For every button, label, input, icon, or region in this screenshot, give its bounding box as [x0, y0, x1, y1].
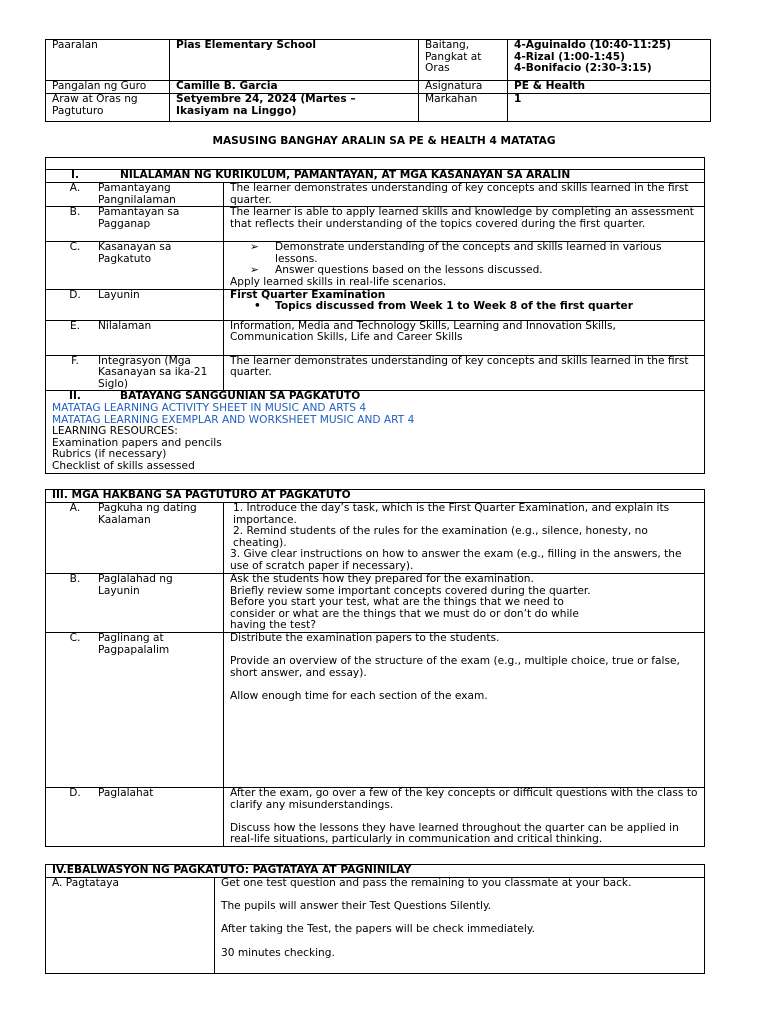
- row-d-content: [224, 289, 705, 320]
- subject-value: PE & Health: [508, 81, 711, 94]
- row-d-label: [46, 289, 224, 320]
- row-label: Layunin: [98, 289, 140, 301]
- row-label: Paglalahat: [98, 787, 154, 799]
- assessment-item: The pupils will answer their Test Questions Silently.: [221, 900, 492, 913]
- quarter-label: Markahan: [419, 94, 508, 122]
- step-a-content: [224, 503, 705, 574]
- row-label: Kasanayan sa Pagkatuto: [98, 241, 172, 265]
- step-b-label: [46, 574, 224, 633]
- step-d-content: [224, 787, 705, 846]
- row-label: Paglinang at Pagpapalalim: [98, 632, 170, 656]
- step-item: Discuss how the lessons they have learned throughout the quarter can be applied in real-life situations, particularly in communication and critical thinking.: [230, 821, 679, 846]
- resource-item: Rubrics (if necessary): [52, 448, 167, 461]
- assessment-item: After taking the Test, the papers will be check immediately.: [221, 923, 535, 936]
- row-letter: F.: [71, 355, 79, 367]
- document-title: MASUSING BANGHAY ARALIN SA PE & HEALTH 4 MATATAG: [212, 135, 556, 147]
- list-extra-text: Apply learned skills in real-life scenarios.: [230, 275, 447, 288]
- row-letter: A.: [69, 502, 81, 514]
- resource-item: Examination papers and pencils: [52, 436, 222, 449]
- section1-number: I.: [71, 169, 79, 181]
- arrow-bullet-icon: ➢: [250, 264, 259, 277]
- assessment-label: A. Pagtataya: [46, 878, 215, 974]
- list-item-text: Answer questions based on the lessons discussed.: [275, 264, 543, 277]
- row-label: Paglalahad ng Layunin: [98, 573, 173, 597]
- section1-heading: [46, 170, 705, 183]
- step-item: 1. Introduce the day’s task, which is the First Quarter Examination, and explain its importance.: [233, 502, 670, 526]
- assessment-item: 30 minutes checking.: [221, 946, 335, 959]
- row-f-label: [46, 355, 224, 391]
- assessment-item: Get one test question and pass the remaining to you classmate at your back.: [221, 877, 632, 889]
- list-item: [230, 242, 698, 265]
- curriculum-table: [45, 157, 705, 474]
- quarter-value: 1: [508, 94, 711, 122]
- row-e-label: [46, 320, 224, 355]
- row-label: Integrasyon (Mga Kasanayan sa ika-21 Siglo): [98, 355, 208, 390]
- row-a-label: [46, 183, 224, 207]
- bullet-icon: •: [254, 300, 261, 313]
- row-letter: C.: [69, 632, 81, 644]
- evaluation-table: [45, 864, 705, 974]
- row-f-content: The learner demonstrates understanding of key concepts and skills learned in the first quarter.: [224, 355, 705, 391]
- row-letter: A.: [69, 182, 81, 194]
- step-b-content: [224, 574, 705, 633]
- row-letter: B.: [69, 206, 81, 219]
- teacher-label: Pangalan ng Guro: [46, 81, 170, 94]
- step-item: Distribute the examination papers to the students.: [230, 632, 500, 644]
- arrow-bullet-icon: ➢: [250, 241, 259, 254]
- step-item: Before you start your test, what are the things that we need to consider or what are the things that we must do or don’t do while having the test?: [230, 596, 579, 632]
- date-label: Araw at Oras ng Pagtuturo: [46, 94, 170, 122]
- blank-row: [46, 158, 705, 170]
- date-value: Setyembre 24, 2024 (Martes – Ikasiyam na Linggo): [170, 94, 419, 122]
- list-item-text: Demonstrate understanding of the concepts and skills learned in various lessons.: [275, 241, 662, 265]
- row-label: Nilalaman: [98, 320, 152, 332]
- step-item: Ask the students how they prepared for the examination.: [230, 573, 534, 585]
- step-item: Allow enough time for each section of the exam.: [230, 689, 488, 702]
- grade-value-line: 4-Bonifacio (2:30-3:15): [514, 62, 652, 75]
- section2-title: BATAYANG SANGGUNIAN SA PAGKATUTO: [120, 390, 361, 403]
- row-letter: C.: [69, 241, 81, 254]
- step-c-content: [224, 632, 705, 787]
- step-item: Provide an overview of the structure of the exam (e.g., multiple choice, true or false, short answer, and essay).: [230, 655, 680, 679]
- row-b-label: [46, 207, 224, 242]
- grade-value-line: 4-Rizal (1:00-1:45): [514, 50, 625, 63]
- row-label: Pamantayan sa Pagganap: [98, 206, 180, 230]
- row-b-content: The learner is able to apply learned skills and knowledge by completing an assessment that reflects their understanding of the topics covered during the first quarter.: [224, 207, 705, 242]
- grade-label: Baitang, Pangkat at Oras: [419, 40, 508, 81]
- resources-label: LEARNING RESOURCES:: [52, 425, 178, 438]
- step-item: 2. Remind students of the rules for the examination (e.g., silence, honesty, no cheating).: [233, 525, 648, 549]
- list-item: [230, 301, 698, 313]
- step-item: Briefly review some important concepts covered during the quarter.: [230, 584, 591, 597]
- step-c-label: [46, 632, 224, 787]
- row-a-content: The learner demonstrates understanding of key concepts and skills learned in the first quarter.: [224, 183, 705, 207]
- header-table: [45, 39, 711, 122]
- row-letter: B.: [69, 573, 81, 585]
- grade-value-line: 4-Aguinaldo (10:40-11:25): [514, 39, 672, 51]
- grade-value: [508, 40, 711, 81]
- row-e-content: Information, Media and Technology Skills, Learning and Innovation Skills, Communication Skills, Life and Career Skills: [224, 320, 705, 355]
- row-c-label: [46, 242, 224, 289]
- section2-number: II.: [69, 390, 81, 403]
- row-letter: D.: [69, 787, 81, 799]
- step-item: 3. Give clear instructions on how to answer the exam (e.g., filling in the answers, the use of scratch paper if necessary).: [230, 548, 682, 572]
- step-item: After the exam, go over a few of the key concepts or difficult questions with the class to clarify any misunderstandings.: [230, 787, 698, 811]
- school-label: Paaralan: [46, 40, 170, 81]
- section2-cell: [46, 391, 705, 473]
- reference-link[interactable]: MATATAG LEARNING ACTIVITY SHEET IN MUSIC AND ARTS 4: [52, 401, 367, 414]
- step-a-label: [46, 503, 224, 574]
- section3-heading: III. MGA HAKBANG SA PAGTUTURO AT PAGKATUTO: [46, 490, 705, 503]
- row-c-content: [224, 242, 705, 289]
- row-label: Pamantayang Pangnilalaman: [98, 182, 176, 206]
- objective-title: First Quarter Examination: [230, 289, 386, 301]
- list-item-text: Topics discussed from Week 1 to Week 8 of the first quarter: [275, 300, 633, 313]
- teacher-value: Camille B. Garcia: [170, 81, 419, 94]
- procedure-table: [45, 489, 705, 847]
- row-label: Pagkuha ng dating Kaalaman: [98, 502, 197, 526]
- row-letter: E.: [69, 320, 81, 332]
- resource-item: Checklist of skills assessed: [52, 459, 195, 472]
- subject-label: Asignatura: [419, 81, 508, 94]
- row-letter: D.: [69, 289, 81, 301]
- reference-link[interactable]: MATATAG LEARNING EXEMPLAR AND WORKSHEET MUSIC AND ART 4: [52, 413, 415, 426]
- step-d-label: [46, 787, 224, 846]
- section1-title: NILALAMAN NG KURIKULUM, PAMANTAYAN, AT MGA KASANAYAN SA ARALIN: [120, 169, 571, 181]
- school-value: Pias Elementary School: [170, 40, 419, 81]
- assessment-content: [215, 878, 705, 974]
- section4-heading: IV.EBALWASYON NG PAGKATUTO: PAGTATAYA AT PAGNINILAY: [46, 865, 705, 878]
